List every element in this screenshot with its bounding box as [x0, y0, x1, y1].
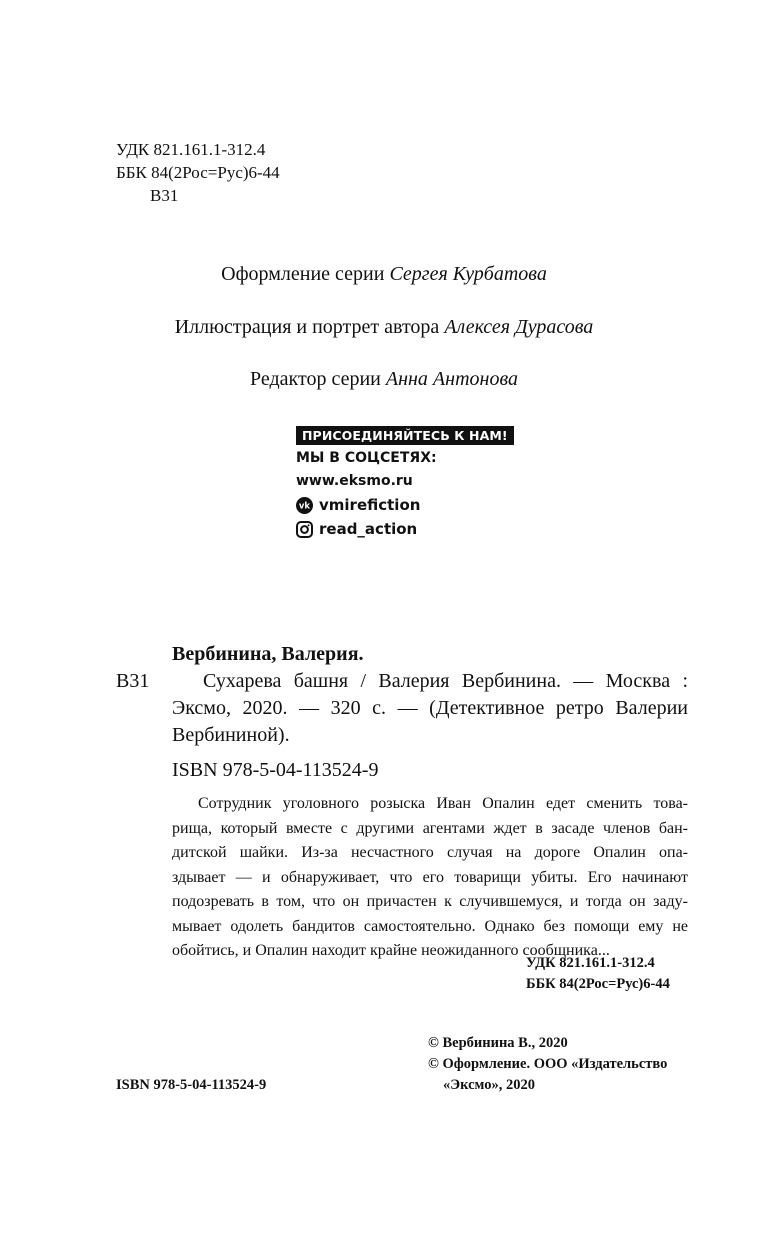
classification-top	[116, 138, 280, 207]
editor-name: Анна Антонова	[385, 368, 518, 390]
annotation	[172, 792, 688, 964]
instagram-icon	[296, 521, 313, 538]
footer-isbn: ISBN 978-5-04-113524-9	[116, 1077, 267, 1093]
vk-icon	[296, 497, 313, 514]
bib-line-1: Сухарева башня / Валерия Вербинина. — Москва :	[203, 670, 688, 692]
udk-code: УДК 821.161.1-312.4	[116, 140, 266, 159]
instagram-row[interactable]	[296, 517, 516, 541]
copyright-author: © Вербинина В., 2020	[428, 1035, 568, 1051]
bib-isbn: ISBN 978-5-04-113524-9	[172, 759, 379, 781]
editor-credit	[0, 368, 768, 391]
annotation-line: обойтись, и Опалин находит крайне неожиданного сообщника...	[172, 942, 610, 959]
svg-text:vk: vk	[298, 501, 311, 512]
annotation-line: мывает одолеть бандитов самостоятельно. Однако без помощи ему не	[172, 917, 688, 935]
author-heading: Вербинина, Валерия.	[172, 643, 364, 665]
annotation-line: рища, который вместе с другими агентами ждет в засаде членов бан-	[172, 819, 688, 837]
vk-handle: vmirefiction	[319, 496, 421, 514]
annotation-line: Сотрудник уголовного розыска Иван Опалин едет сменить това-	[198, 795, 688, 812]
website-link[interactable]: www.eksmo.ru	[296, 473, 413, 489]
bbk-code: ББК 84(2Рос=Рус)6-44	[116, 163, 280, 182]
social-block	[296, 425, 516, 541]
editor-prefix: Редактор серии	[250, 368, 386, 390]
vk-row[interactable]	[296, 493, 516, 517]
annotation-line: подозревать в том, что он причастен к случившемуся, и тогда он заду-	[172, 893, 688, 910]
social-banner: ПРИСОЕДИНЯЙТЕСЬ К НАМ!	[296, 426, 514, 445]
bib-line-3: Вербининой).	[172, 724, 290, 746]
copyright-design-1: © Оформление. ООО «Издательство	[428, 1056, 668, 1072]
social-subtitle: МЫ В СОЦСЕТЯХ:	[296, 450, 437, 466]
bib-line-2: Эксмо, 2020. — 320 с. — (Детективное ретро Валерии	[172, 697, 688, 719]
series-design-name: Сергея Курбатова	[389, 263, 547, 285]
illustration-credit	[0, 316, 768, 339]
copyright-design-2: «Эксмо», 2020	[443, 1077, 535, 1093]
bib-index: В31	[116, 670, 150, 692]
index-code: В31	[150, 186, 179, 205]
footer-bbk: ББК 84(2Рос=Рус)6-44	[526, 976, 670, 992]
series-design-prefix: Оформление серии	[221, 263, 390, 285]
annotation-line: здывает — и обнаруживает, что его товарищи убиты. Его начинают	[172, 868, 688, 886]
series-design-credit	[0, 263, 768, 286]
illustration-name: Алексея Дурасова	[444, 316, 594, 338]
footer-udk: УДК 821.161.1-312.4	[526, 955, 655, 971]
illustration-prefix: Иллюстрация и портрет автора	[174, 316, 445, 338]
annotation-line: дитской шайки. Из-за несчастного случая на дороге Опалин опа-	[172, 844, 688, 861]
instagram-handle: read_action	[319, 520, 418, 538]
